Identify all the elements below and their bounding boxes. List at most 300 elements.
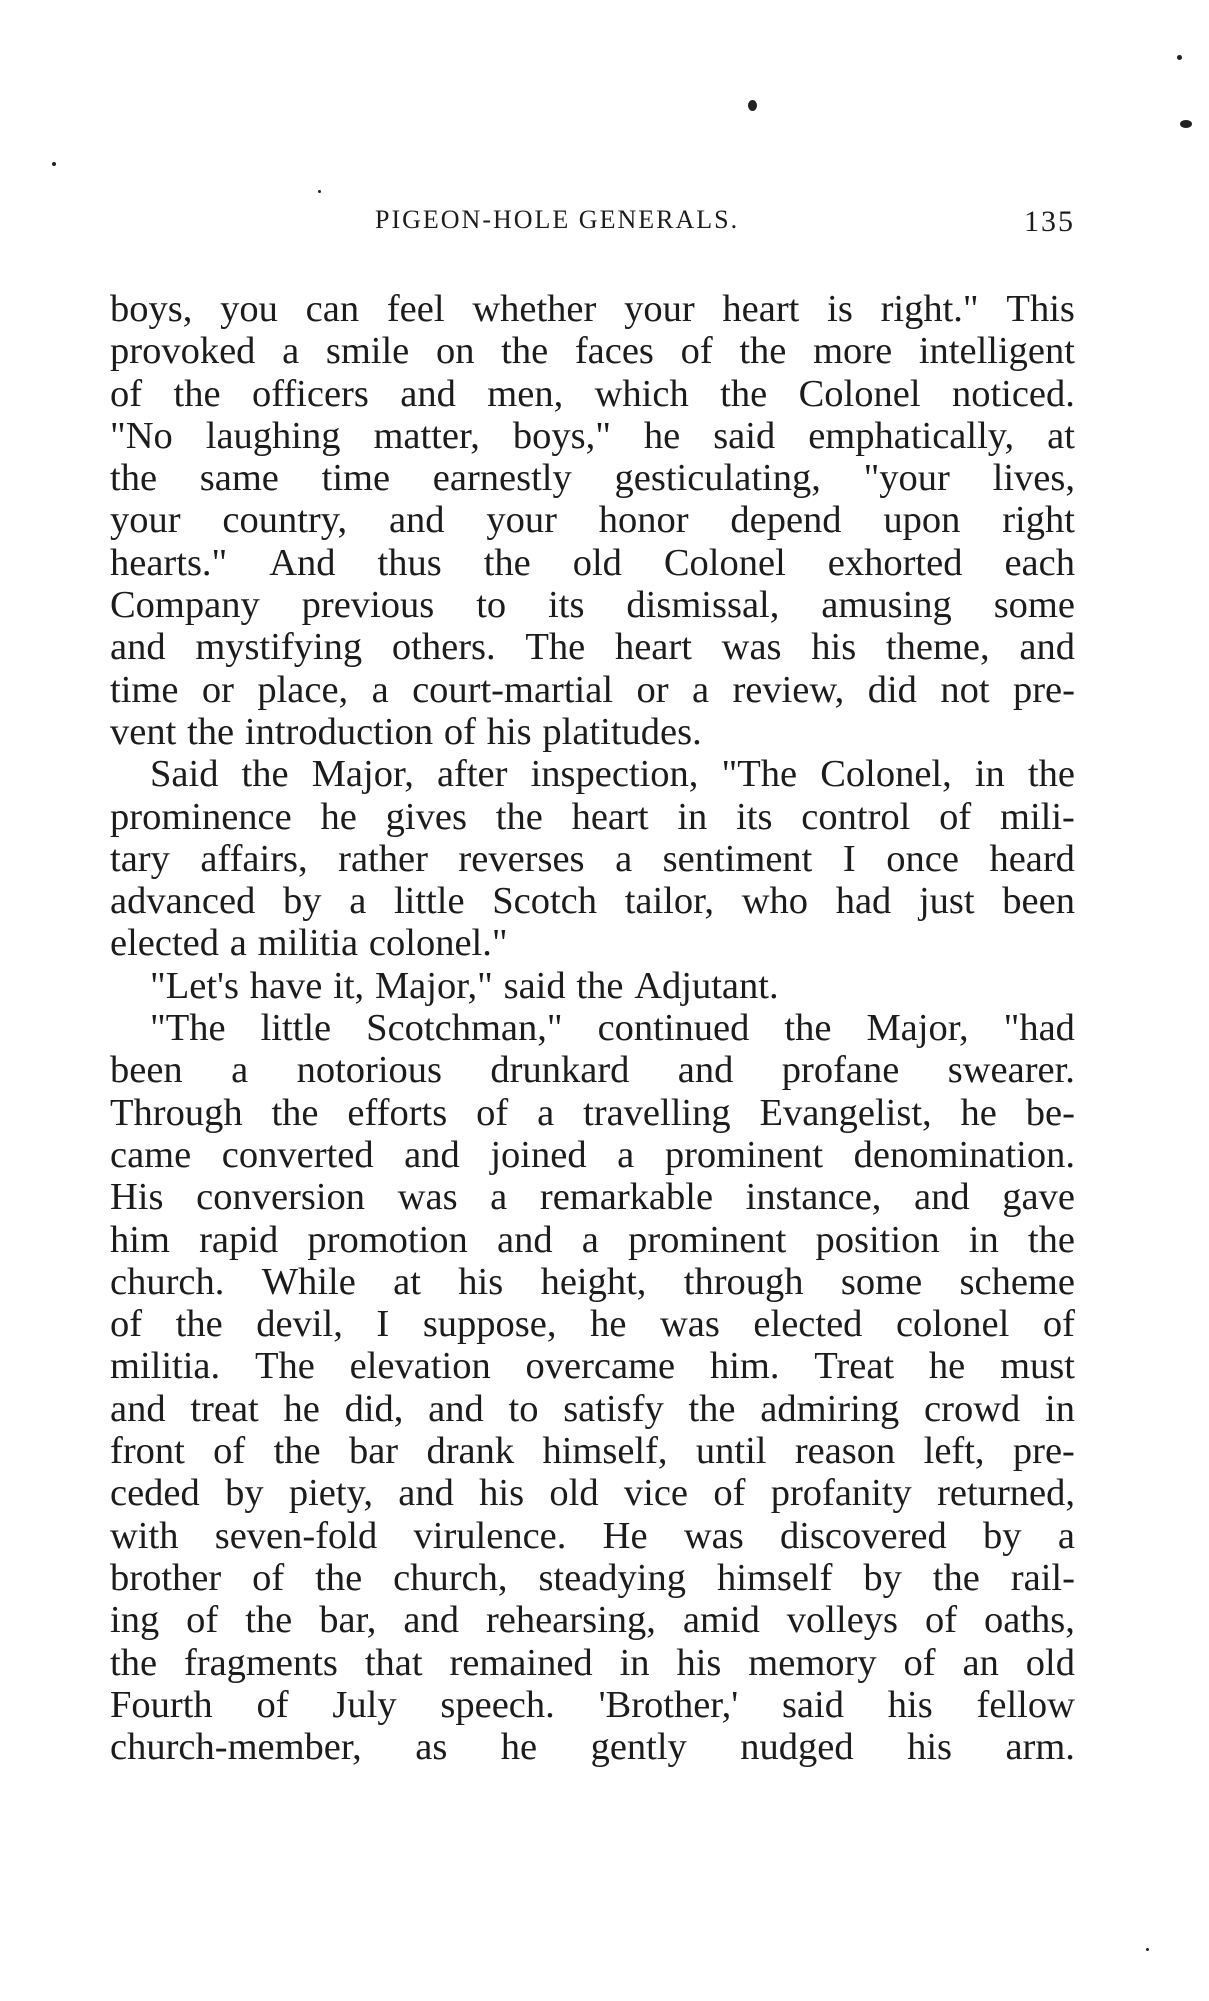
word: is bbox=[827, 288, 853, 330]
word: memory bbox=[748, 1641, 877, 1684]
word: his bbox=[458, 1260, 504, 1303]
word: was bbox=[721, 626, 782, 669]
word: the bbox=[495, 795, 543, 838]
text-line bbox=[110, 1303, 1075, 1345]
word: a bbox=[282, 330, 300, 373]
word: must bbox=[1000, 1345, 1075, 1388]
word: efforts bbox=[347, 1091, 448, 1134]
text-line bbox=[110, 1388, 1075, 1430]
word: right bbox=[1002, 499, 1075, 542]
word: the bbox=[273, 1430, 321, 1473]
word: rather bbox=[338, 837, 428, 880]
word: was bbox=[683, 1514, 744, 1557]
word: of bbox=[256, 1683, 289, 1726]
word: ceded bbox=[110, 1472, 200, 1515]
word: Said bbox=[150, 753, 219, 796]
word: he bbox=[643, 414, 681, 457]
word: of bbox=[713, 1472, 746, 1515]
word: noticed. bbox=[951, 372, 1075, 415]
word: in bbox=[1045, 1387, 1075, 1430]
word: said bbox=[713, 414, 776, 457]
text-line bbox=[110, 1134, 1075, 1176]
word: him. bbox=[709, 1345, 780, 1388]
word: him bbox=[110, 1218, 170, 1261]
word: by bbox=[863, 1556, 902, 1599]
word: sentiment bbox=[662, 837, 813, 880]
word: some bbox=[993, 584, 1075, 627]
text-line bbox=[110, 1515, 1075, 1557]
word: the bbox=[241, 753, 289, 796]
word: the bbox=[501, 330, 549, 373]
word: crowd bbox=[924, 1387, 1021, 1430]
word: colonel bbox=[895, 1303, 1010, 1346]
word: in bbox=[968, 1218, 999, 1261]
word: have bbox=[249, 964, 323, 1007]
word: admiring bbox=[760, 1387, 900, 1430]
word: an bbox=[962, 1641, 999, 1684]
word: honor bbox=[598, 499, 689, 542]
word: boys," bbox=[512, 414, 611, 457]
word: continued bbox=[597, 1007, 750, 1050]
text-line bbox=[110, 1684, 1075, 1726]
word: ing bbox=[110, 1599, 160, 1642]
word: dismissal, bbox=[626, 584, 780, 627]
word: oaths, bbox=[984, 1599, 1075, 1642]
word: the bbox=[688, 1387, 736, 1430]
scan-speck bbox=[748, 100, 757, 111]
word: Major," bbox=[374, 964, 493, 1007]
word: elected bbox=[753, 1303, 863, 1346]
word: each bbox=[1004, 541, 1075, 584]
word: Scotch bbox=[492, 880, 598, 923]
word: church, bbox=[393, 1556, 508, 1599]
word: returned, bbox=[937, 1472, 1075, 1515]
word: his bbox=[887, 1683, 933, 1726]
word: suppose, bbox=[422, 1303, 557, 1346]
text-line bbox=[110, 1007, 1075, 1049]
text-line bbox=[110, 1049, 1075, 1091]
word: in bbox=[619, 1641, 650, 1684]
word: been bbox=[110, 1049, 183, 1092]
word: had bbox=[835, 880, 892, 923]
word: on bbox=[435, 330, 475, 373]
word: laughing bbox=[205, 414, 341, 457]
word: instance, bbox=[745, 1176, 882, 1219]
word: the bbox=[245, 1599, 293, 1642]
body-text bbox=[110, 288, 1075, 1768]
word: the bbox=[784, 1007, 832, 1050]
word: was bbox=[397, 1176, 458, 1219]
word: place, bbox=[257, 668, 349, 711]
word: control bbox=[801, 795, 911, 838]
word: the bbox=[483, 541, 531, 584]
word: notorious bbox=[296, 1049, 443, 1092]
text-line bbox=[110, 457, 1075, 499]
word: of bbox=[680, 330, 713, 373]
word: satisfy bbox=[563, 1387, 664, 1430]
word: the bbox=[110, 1641, 158, 1684]
text-line bbox=[110, 922, 1075, 964]
word: the bbox=[315, 1556, 363, 1599]
word: of bbox=[186, 1599, 219, 1642]
word: Major, bbox=[311, 753, 414, 796]
word: conversion bbox=[196, 1176, 366, 1219]
word: mili- bbox=[1000, 795, 1075, 838]
word: by bbox=[983, 1514, 1022, 1557]
word: remained bbox=[449, 1641, 593, 1684]
text-line bbox=[110, 1430, 1075, 1472]
word: of bbox=[476, 1091, 509, 1134]
scan-speck bbox=[1180, 120, 1192, 128]
word: The bbox=[254, 1345, 315, 1388]
word: to bbox=[508, 1387, 539, 1430]
word: advanced bbox=[110, 880, 256, 923]
word: And bbox=[269, 541, 336, 584]
word: your bbox=[110, 499, 181, 542]
word: "had bbox=[1003, 1007, 1075, 1050]
word: the bbox=[576, 964, 624, 1007]
word: joined bbox=[490, 1133, 587, 1176]
word: inspection, bbox=[530, 753, 699, 796]
word: Treat bbox=[814, 1345, 895, 1388]
word: intelligent bbox=[918, 330, 1075, 373]
word: militia. bbox=[110, 1345, 221, 1388]
word: court-martial bbox=[412, 668, 614, 711]
word: old bbox=[1025, 1641, 1075, 1684]
word: "your bbox=[863, 457, 950, 500]
word: a bbox=[581, 1218, 599, 1261]
word: While bbox=[261, 1260, 356, 1303]
word: did, bbox=[344, 1387, 404, 1430]
word: virulence. bbox=[413, 1514, 567, 1557]
word: of bbox=[1042, 1303, 1075, 1346]
word: heart bbox=[614, 626, 692, 669]
word: through bbox=[683, 1260, 804, 1303]
word: devil, bbox=[256, 1303, 343, 1346]
word: or bbox=[201, 668, 234, 711]
word: can bbox=[305, 288, 360, 330]
word: little bbox=[393, 880, 465, 923]
word: amusing bbox=[821, 584, 952, 627]
word: rapid bbox=[199, 1218, 279, 1261]
word: prominence bbox=[110, 795, 292, 838]
word: its bbox=[548, 584, 585, 627]
word: not bbox=[940, 668, 990, 711]
word: militia bbox=[257, 922, 359, 965]
word: once bbox=[886, 837, 959, 880]
word: of bbox=[443, 710, 476, 753]
word: height, bbox=[540, 1260, 647, 1303]
word: thus bbox=[377, 541, 442, 584]
word: and bbox=[388, 499, 445, 542]
text-line bbox=[110, 330, 1075, 372]
page-header bbox=[375, 205, 1075, 245]
word: profane bbox=[781, 1049, 900, 1092]
word: and bbox=[403, 1599, 459, 1642]
word: faces bbox=[574, 330, 654, 373]
word: a bbox=[691, 668, 710, 711]
word: and bbox=[404, 1133, 460, 1176]
word: introduction bbox=[244, 710, 434, 753]
word: piety, bbox=[288, 1472, 373, 1515]
word: affairs, bbox=[200, 837, 308, 880]
word: himself, bbox=[542, 1430, 668, 1473]
word: rehearsing, bbox=[485, 1599, 656, 1642]
word: been bbox=[1002, 880, 1075, 923]
text-line bbox=[110, 626, 1075, 668]
word: Colonel bbox=[798, 372, 921, 415]
word: drank bbox=[426, 1430, 515, 1473]
word: fellow bbox=[976, 1683, 1075, 1726]
word: with bbox=[110, 1514, 179, 1557]
word: said bbox=[503, 964, 566, 1007]
word: elected bbox=[110, 922, 219, 965]
text-line bbox=[110, 711, 1075, 753]
word: converted bbox=[221, 1133, 374, 1176]
word: others. bbox=[391, 626, 496, 669]
word: until bbox=[695, 1430, 767, 1473]
word: "Let's bbox=[150, 964, 239, 1007]
word: in bbox=[974, 753, 1005, 796]
word: little bbox=[260, 1007, 332, 1050]
word: feel bbox=[386, 288, 445, 330]
word: Company bbox=[110, 584, 260, 627]
word: platitudes. bbox=[542, 710, 702, 753]
word: July bbox=[332, 1683, 397, 1726]
word: and bbox=[677, 1049, 734, 1092]
word: his bbox=[479, 1472, 525, 1515]
text-line bbox=[110, 1345, 1075, 1387]
scan-speck bbox=[52, 162, 56, 166]
word: Colonel bbox=[663, 541, 786, 584]
word: arm. bbox=[1005, 1726, 1075, 1769]
word: he bbox=[500, 1726, 538, 1769]
word: tary bbox=[110, 837, 170, 880]
word: after bbox=[436, 753, 508, 796]
word: bar bbox=[348, 1430, 399, 1473]
word: prominent bbox=[628, 1218, 787, 1261]
word: scheme bbox=[959, 1260, 1075, 1303]
word: His bbox=[110, 1176, 164, 1219]
word: time bbox=[110, 668, 179, 711]
word: the bbox=[187, 710, 235, 753]
word: old bbox=[549, 1472, 599, 1515]
word: a bbox=[229, 922, 247, 965]
word: matter, bbox=[373, 414, 480, 457]
word: the bbox=[739, 330, 787, 373]
word: Major, bbox=[866, 1007, 969, 1050]
word: brother bbox=[110, 1556, 222, 1599]
word: He bbox=[602, 1514, 648, 1557]
word: heard bbox=[989, 837, 1075, 880]
word: nudged bbox=[740, 1726, 854, 1769]
word: his bbox=[811, 626, 857, 669]
word: gives bbox=[385, 795, 467, 838]
word: depend bbox=[730, 499, 842, 542]
word: he bbox=[320, 795, 357, 838]
word: church-member, bbox=[110, 1726, 362, 1769]
word: and bbox=[1019, 626, 1075, 669]
word: pre- bbox=[1012, 668, 1075, 711]
word: of bbox=[213, 1430, 246, 1473]
text-line bbox=[110, 965, 1075, 1007]
word: elevation bbox=[349, 1345, 491, 1388]
text-line bbox=[110, 1642, 1075, 1684]
text-line bbox=[110, 838, 1075, 880]
word: of bbox=[110, 372, 143, 415]
word: men, bbox=[487, 372, 564, 415]
word: heart bbox=[571, 795, 649, 838]
word: and bbox=[110, 626, 166, 669]
word: "The bbox=[721, 753, 798, 796]
word: he bbox=[960, 1091, 997, 1134]
scan-speck bbox=[1146, 1948, 1149, 1951]
word: previous bbox=[301, 584, 435, 627]
word: time bbox=[321, 457, 391, 500]
word: mystifying bbox=[195, 626, 363, 669]
word: of bbox=[903, 1641, 936, 1684]
word: heart bbox=[722, 288, 800, 330]
word: his bbox=[486, 710, 532, 753]
word: theme, bbox=[885, 626, 990, 669]
word: who bbox=[741, 880, 809, 923]
word: a bbox=[615, 837, 633, 880]
word: a bbox=[1057, 1514, 1075, 1557]
word: colonel." bbox=[368, 922, 508, 965]
word: promotion bbox=[307, 1218, 468, 1261]
word: and bbox=[497, 1218, 553, 1261]
word: earnestly bbox=[432, 457, 572, 500]
word: and bbox=[400, 372, 456, 415]
word: left, bbox=[923, 1430, 985, 1473]
word: a bbox=[617, 1133, 635, 1176]
word: you bbox=[220, 288, 278, 330]
word: treat bbox=[190, 1387, 259, 1430]
word: country, bbox=[222, 499, 348, 542]
text-line bbox=[110, 1219, 1075, 1261]
word: church. bbox=[110, 1260, 225, 1303]
word: review, bbox=[732, 668, 845, 711]
word: said bbox=[781, 1683, 844, 1726]
text-line bbox=[110, 1557, 1075, 1599]
word: front bbox=[110, 1430, 185, 1473]
word: profanity bbox=[770, 1472, 912, 1515]
word: the bbox=[932, 1556, 980, 1599]
word: or bbox=[636, 668, 669, 711]
word: a bbox=[371, 668, 389, 711]
word: Fourth bbox=[110, 1683, 213, 1726]
word: speech. bbox=[440, 1683, 555, 1726]
scan-speck bbox=[318, 190, 321, 193]
word: travelling bbox=[583, 1091, 731, 1134]
word: Adjutant. bbox=[634, 964, 779, 1007]
word: the bbox=[173, 372, 221, 415]
word: a bbox=[349, 880, 367, 923]
word: right." bbox=[880, 288, 979, 330]
text-line bbox=[110, 880, 1075, 922]
word: discovered bbox=[780, 1514, 947, 1557]
word: smile bbox=[325, 330, 410, 373]
word: position bbox=[815, 1218, 940, 1261]
word: drunkard bbox=[490, 1049, 630, 1092]
word: of bbox=[252, 1556, 285, 1599]
text-line bbox=[110, 373, 1075, 415]
word: hearts." bbox=[110, 541, 228, 584]
word: a bbox=[231, 1049, 249, 1092]
word: vice bbox=[623, 1472, 689, 1515]
word: vent bbox=[110, 710, 177, 753]
word: your bbox=[624, 288, 695, 330]
word: provoked bbox=[110, 330, 256, 373]
text-line bbox=[110, 796, 1075, 838]
word: be- bbox=[1025, 1091, 1075, 1134]
word: fragments bbox=[183, 1641, 338, 1684]
scan-speck bbox=[1177, 55, 1182, 60]
word: gave bbox=[1002, 1176, 1075, 1219]
word: the bbox=[1027, 1218, 1075, 1261]
text-line bbox=[110, 1092, 1075, 1134]
word: and bbox=[398, 1472, 454, 1515]
word: Evangelist, bbox=[759, 1091, 932, 1134]
word: a bbox=[490, 1176, 508, 1219]
text-line bbox=[110, 753, 1075, 795]
word: he bbox=[928, 1345, 966, 1388]
word: was bbox=[659, 1303, 720, 1346]
word: that bbox=[364, 1641, 423, 1684]
word: which bbox=[594, 372, 689, 415]
text-line bbox=[110, 1472, 1075, 1514]
word: steadying bbox=[538, 1556, 686, 1599]
text-line bbox=[110, 499, 1075, 541]
word: 'Brother,' bbox=[598, 1683, 739, 1726]
word: a bbox=[537, 1091, 555, 1134]
word: came bbox=[110, 1133, 192, 1176]
word: his bbox=[676, 1641, 722, 1684]
word: the bbox=[271, 1091, 319, 1134]
word: and bbox=[914, 1176, 970, 1219]
word: at bbox=[393, 1260, 421, 1303]
word: officers bbox=[251, 372, 369, 415]
word: I bbox=[842, 837, 856, 880]
word: more bbox=[813, 330, 893, 373]
word: gesticulating, bbox=[614, 457, 821, 500]
word: reverses bbox=[458, 837, 585, 880]
text-line bbox=[110, 542, 1075, 584]
word: its bbox=[736, 795, 773, 838]
word: the bbox=[1027, 753, 1075, 796]
word: to bbox=[476, 584, 507, 627]
word: he bbox=[590, 1303, 627, 1346]
word: upon bbox=[883, 499, 961, 542]
word: himself bbox=[716, 1556, 833, 1599]
text-line bbox=[110, 669, 1075, 711]
word: denomination. bbox=[853, 1133, 1075, 1176]
text-line bbox=[110, 1261, 1075, 1303]
word: "No bbox=[110, 414, 173, 457]
word: amid bbox=[682, 1599, 760, 1642]
text-line bbox=[110, 584, 1075, 626]
word: tailor, bbox=[624, 880, 715, 923]
word: I bbox=[376, 1303, 390, 1346]
text-line bbox=[110, 1599, 1075, 1641]
word: seven-fold bbox=[214, 1514, 378, 1557]
word: Through bbox=[110, 1091, 243, 1134]
page-number: 135 bbox=[1024, 205, 1075, 238]
word: Scotchman," bbox=[366, 1007, 563, 1050]
word: it, bbox=[333, 964, 365, 1007]
word: your bbox=[486, 499, 557, 542]
word: the bbox=[175, 1303, 223, 1346]
